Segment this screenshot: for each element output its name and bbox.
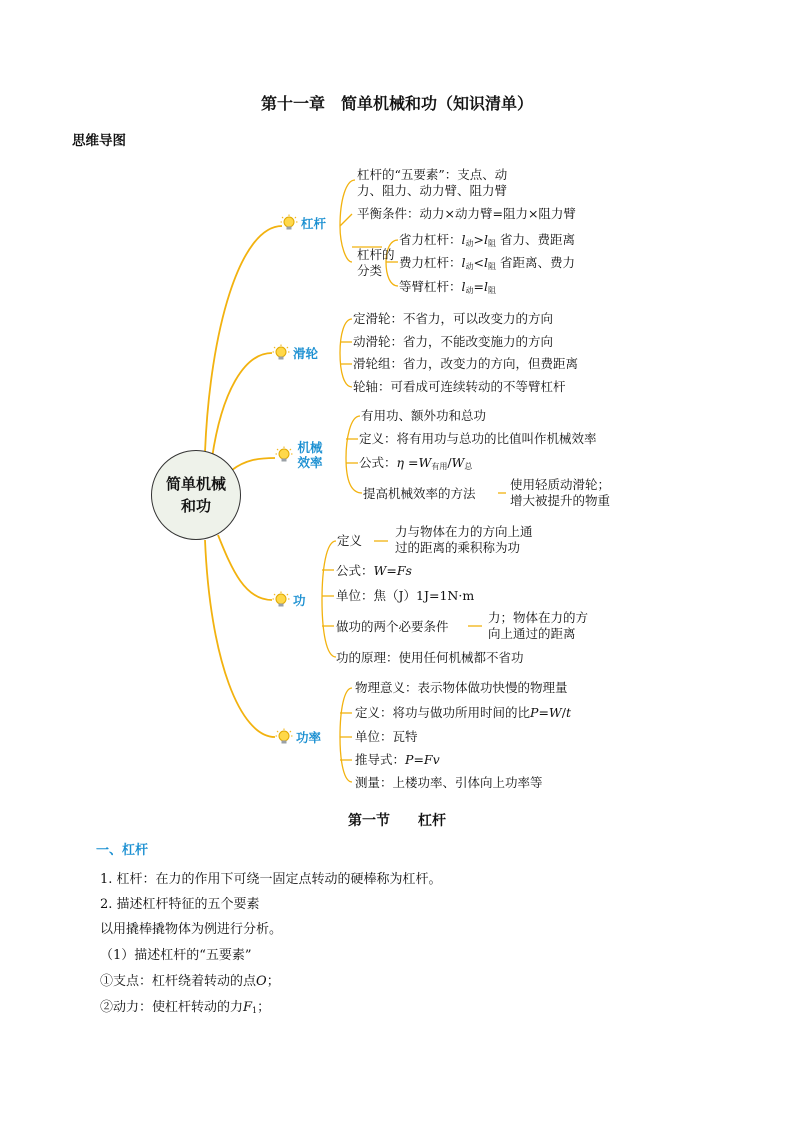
pulley-fixed: 定滑轮：不省力，可以改变力的方向 — [353, 311, 554, 326]
lever-five-elements-line2: 力、阻力、动力臂、阻力臂 — [357, 183, 508, 198]
work-formula: 公式：W=Fs — [336, 563, 412, 578]
power-definition: 定义：将功与做功所用时间的比P=W/t — [355, 705, 572, 720]
efficiency-formula: 公式：$\eta =W_{有用}/W_总$ — [359, 455, 473, 471]
work-definition-line1: 力与物体在力的方向上通 — [395, 524, 533, 539]
page-title: 第十一章 简单机械和功（知识清单） — [260, 94, 533, 113]
work-definition-line2: 过的距离的乘积称为功 — [395, 540, 521, 555]
lever-cost-force: 费力杠杆：$l_动<l_阻$ 省距离、费力 — [399, 255, 575, 271]
efficiency-definition: 定义：将有用功与总功的比值叫作机械效率 — [359, 431, 597, 446]
mindmap-center-node: 简单机械和功 — [151, 450, 241, 540]
power-derived: 推导式：P=Fv — [355, 752, 440, 767]
power-unit: 单位：瓦特 — [355, 729, 418, 744]
lever-five-elements-line1: 杠杆的“五要素”：支点、动 — [357, 167, 508, 182]
lightbulb-icon — [272, 344, 290, 362]
paragraph-4: （1）描述杠杆的“五要素” — [100, 948, 252, 963]
branch-lever — [280, 214, 326, 232]
branch-label-lever: 杠杆 — [301, 215, 327, 231]
lever-class-label-line1: 杠杆的 — [357, 247, 395, 262]
branch-label-power: 功率 — [296, 729, 322, 745]
section-title: 第一节 杠杆 — [348, 813, 446, 829]
lever-save-force: 省力杠杆：$l_动>l_阻$ 省力、费距离 — [399, 232, 575, 248]
lever-class-label-line2: 分类 — [357, 263, 383, 278]
paragraph-3: 以用撬棒撬物体为例进行分析。 — [100, 922, 283, 937]
branch-label-work: 功 — [293, 592, 306, 608]
work-conditions: 做功的两个必要条件 — [336, 619, 449, 634]
paragraph-1: 1. 杠杆：在力的作用下可绕一固定点转动的硬棒称为杠杆。 — [100, 872, 442, 887]
efficiency-works: 有用功、额外功和总功 — [361, 408, 487, 423]
work-principle: 功的原理：使用任何机械都不省功 — [336, 650, 524, 665]
branch-label-pulley: 滑轮 — [293, 345, 319, 361]
power-meaning: 物理意义：表示物体做功快慢的物理量 — [355, 680, 568, 695]
branch-efficiency — [275, 440, 324, 470]
work-condition-line2: 向上通过的距离 — [488, 626, 576, 641]
lightbulb-icon — [275, 728, 293, 746]
paragraph-2: 2. 描述杠杆特征的五个要素 — [100, 897, 260, 912]
branch-power — [275, 728, 321, 746]
section-heading: 一、杠杆 — [96, 843, 149, 858]
paragraph-5: ①支点：杠杆绕着转动的点O； — [100, 974, 280, 989]
lever-equal-arm: 等臂杠杆：$l_动=l_阻$ — [399, 279, 496, 295]
paragraph-6: ②动力：使杠杆转动的力$F_1$； — [100, 1000, 271, 1015]
pulley-block: 滑轮组：省力，改变力的方向，但费距离 — [353, 356, 579, 371]
lightbulb-icon — [275, 446, 293, 464]
pulley-wheel-axle: 轮轴：可看成可连续转动的不等臂杠杆 — [353, 379, 566, 394]
power-measure: 测量：上楼功率、引体向上功率等 — [355, 775, 543, 790]
lightbulb-icon — [280, 214, 298, 232]
efficiency-improve-1: 使用轻质动滑轮； — [510, 477, 611, 492]
work-definition-label: 定义 — [337, 533, 363, 548]
mindmap-heading: 思维导图 — [72, 133, 126, 149]
efficiency-improve-2: 增大被提升的物重 — [510, 493, 611, 508]
lever-balance-condition: 平衡条件：动力×动力臂=阻力×阻力臂 — [357, 206, 576, 221]
branch-work — [272, 591, 306, 609]
work-unit: 单位：焦（J）1J=1N·m — [336, 588, 475, 603]
efficiency-improve: 提高机械效率的方法 — [363, 486, 476, 501]
branch-pulley — [272, 344, 318, 362]
work-condition-line1: 力；物体在力的方 — [488, 610, 589, 625]
branch-label-efficiency: 机械效率 — [297, 440, 323, 470]
lightbulb-icon — [272, 591, 290, 609]
pulley-movable: 动滑轮：省力，不能改变施力的方向 — [353, 334, 554, 349]
